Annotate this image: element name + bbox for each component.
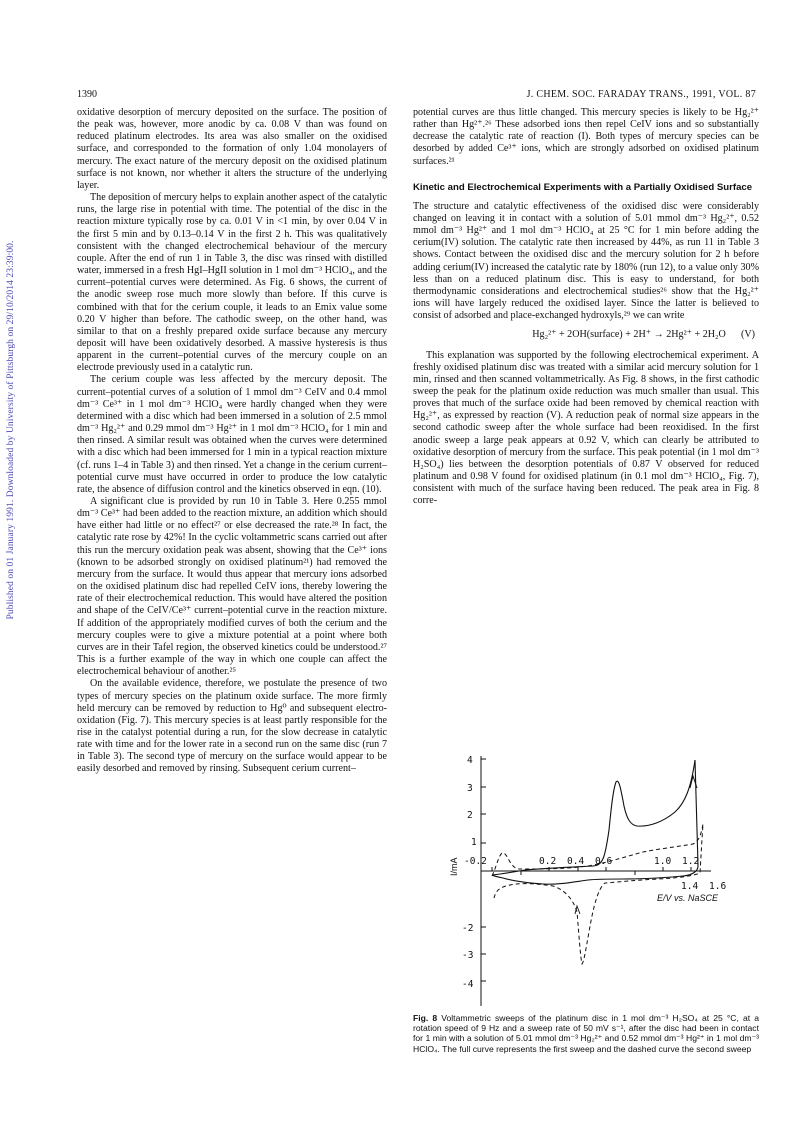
x-tick-label: 0.2: [539, 856, 557, 867]
x-tick-label: 0.4: [567, 856, 585, 867]
paragraph: oxidative desorption of mercury deposited on the surface. The position of the peak was, however, more anodic by ca. 0.08 V than was found on reduced platinum electrodes. Its area was also smaller on the oxidised surface, and corresponded to the formation of only 1.04 monolayers of mercury. The exact nature of the mercury deposit on the oxidised platinum surface is not known, nor whether it alters the structure of the underlying layer.: [77, 107, 387, 191]
figure-caption: [413, 1013, 759, 1054]
figure-8: [413, 748, 759, 1010]
paragraph: The structure and catalytic effectiveness of the oxidised disc were considerably changed on leaving it in contact with a solution of 5.01 mmol dm⁻³ Hg₂²⁺, 0.52 mmol dm⁻³ Hg²⁺ and 1 mol dm⁻³ HClO₄ at 25 °C for 1 min before adding the cerium(IV) solution. The catalytic rate then increased by 44%, as run 11 in Table 3 shows. Contact between the oxidised disc and the mercury solution for 2 h before adding cerium(IV) increased the catalytic rate by 180% (run 12), to a value only 30% less than on a reduced platinum disc. This is easy to understand, for both thermodynamic considerations and electrochemical studies²⁶ show that the Hg₂²⁺ ions will have largely reduced the oxidised layer. Since the latter is believed to consist of adsorbed and place-exchanged hydroxyls,²⁹ we can write: [413, 200, 759, 322]
x-tick-label: 0.6: [595, 856, 613, 867]
download-watermark: [0, 170, 22, 690]
caption-text: Voltammetric sweeps of the platinum disc in 1 mol dm⁻³ H₂SO₄ at 25 °C, at a rotation speed of 9 Hz and a sweep rate of 50 mV s⁻¹, after the disc had been in contact for 1 min with a solution of 5.01 mmol dm⁻³ Hg₂²⁺ and 0.52 mmol dm⁻³ Hg²⁺ in 1 mol dm⁻³ HClO₄. The full curve represents the first sweep and the dashed curve the second sweep: [413, 1013, 759, 1054]
y-tick-marks: [481, 759, 486, 981]
paragraph: The cerium couple was less affected by the mercury deposit. The current–potential curves of a solution of 1 mmol dm⁻³ CeIV and 0.4 mmol dm⁻³ Ce³⁺ in 1 mol dm⁻³ HClO₄ were hardly changed when they were determined with a disc which had been immersed in a solution of 2.5 mmol dm⁻³ Hg₂²⁺ and 0.29 mmol dm⁻³ Hg²⁺ in 1 mol dm⁻³ HClO₄ for 1 min and then rinsed. A similar result was obtained when the curves were determined with a disc which had been immersed for 1 min in a typical reaction mixture (cf. runs 1–4 in Table 3) and then rinsed. Yet a change in the cerium current–potential curve must have occurred in order to produce the low catalytic rate, the absence of diffusion control and the kinetics observed in eqn. (10).: [77, 374, 387, 495]
paragraph: This explanation was supported by the following electrochemical experiment. A freshly oxidised platinum disc was treated with a similar acid mercury solution for 1 min, rinsed and then scanned voltammetrically. As Fig. 8 shows, in the first cathodic sweep the peak for the platinum oxide reduction was much smaller than usual. This proves that much of the surface oxide had been removed by chemical reaction with Hg₂²⁺, as expressed by reaction (V). A reduction peak of normal size appears in the second cathodic sweep after the whole surface had been reoxidised. In the first anodic sweep a large peak appears at 0.92 V, which can clearly be attributed to oxidative desorption of mercury from the surface. This peak potential (in 1 mol dm⁻³ H₂SO₄) lies between the desorption potentials of 0.87 V observed for reduced platinum and 0.98 V found for oxidised platinum (in 0.1 mol dm⁻³ HClO₄, Fig. 7), consistent with much of the surface having been reduced. The peak area in Fig. 8 corre-: [413, 349, 759, 507]
section-heading: Kinetic and Electrochemical Experiments with a Partially Oxidised Surface: [413, 181, 753, 193]
y-tick-label: -3: [462, 950, 474, 961]
x-tick-label: 1.6: [709, 881, 727, 892]
x-tick-label: -0.2: [464, 856, 487, 867]
y-tick-label: -4: [462, 979, 474, 990]
y-tick-label: 1: [471, 837, 477, 848]
left-column: [77, 107, 387, 776]
running-head: J. CHEM. SOC. FARADAY TRANS., 1991, VOL. 87: [526, 89, 756, 100]
equation-number: (V): [740, 329, 755, 341]
page-number: 1390: [77, 89, 97, 100]
x-tick-label: 1.2: [682, 856, 700, 867]
x-tick-label: 1.0: [654, 856, 672, 867]
paragraph: On the available evidence, therefore, we postulate the presence of two types of mercury species on the platinum oxide surface. The more firmly held mercury can be removed by reduction to Hg⁰ and subsequent electro-oxidation (Fig. 7). This mercury species is at least partly responsible for the rise in the catalyst potential during a run, for the slow decrease in catalytic rate with time and for the lower rate in a second run on the same disc (run 7 in Table 3). The second type of mercury on the surface would appear to be easily desorbed and removed by rinsing. Subsequent cerium current–: [77, 678, 387, 775]
paragraph: potential curves are thus little changed. This mercury species is likely to be Hg₂²⁺ rather than Hg²⁺.²⁶ These adsorbed ions then repel CeIV ions and so substantially decrease the catalytic rate of reaction (I). Both types of mercury species can be desorbed by added Ce³⁺ ions, which are strongly adsorbed on oxidised platinum surfaces.²¹: [413, 107, 759, 167]
equation-text: Hg₂²⁺ + 2OH(surface) + 2H⁺ → 2Hg²⁺ + 2H₂O: [532, 329, 726, 341]
y-tick-label: 4: [467, 755, 473, 766]
paragraph: A significant clue is provided by run 10 in Table 3. Here 0.255 mmol dm⁻³ Ce³⁺ had been added to the reaction mixture, an addition which should have either had little or no effect²⁷ or else decreased the rate.²⁸ In fact, the catalytic rate rose by 42%! In the cyclic voltammetric scans carried out after this run the mercury oxidation peak was absent, showing that the Ce³⁺ ions (known to be adsorbed strongly on oxidised platinum²¹) had removed the mercury from the surface. It would thus appear that mercury ions adsorbed on the oxidised platinum disc had repelled CeIV ions, thereby lowering the rate of their electrochemical reduction. This would have altered the position and shape of the CeIV/Ce³⁺ current–potential curve in the reaction mixture. If addition of the appropriately modified curves of both the cerium and the mercury couples were to give a mixture potential at a point where both curves are in their Tafel region, the observed kinetics could be understood.²⁷ This is a further example of the way in which one couple can affect the electrochemical behaviour of another.²⁵: [77, 496, 387, 678]
y-tick-label: 3: [467, 783, 473, 794]
sweep-direction-arrow: [575, 906, 580, 914]
y-axis-label: I/mA: [449, 857, 459, 876]
watermark-text: Published on 01 January 1991. Downloaded by University of Pittsburgh on 29/10/2014 23:39:00.: [6, 240, 16, 620]
voltammogram-plot: [413, 748, 759, 1010]
equation-v: [413, 329, 759, 341]
x-tick-label: 1.4: [681, 881, 699, 892]
y-tick-label: 2: [467, 810, 473, 821]
paragraph: The deposition of mercury helps to explain another aspect of the catalytic runs, the large rise in potential with time. The potential of the disc in the reaction mixture typically rose by ca. 0.01 V in <1 min, by over 0.04 V in the first 5 min and by 0.13–0.14 V in the first 2 h. This was qualitatively consistent with the changed electrochemical behaviour of the mercury couple. After the end of run 1 in Table 3, the disc was rinsed with distilled water, immersed in a fresh HgI–HgII solution in 1 mol dm⁻³ HClO₄, and the current–potential curves were determined. As Fig. 6 shows, the current of the anodic sweep rose much more slowly than before. If this curve is combined with that for the cerium couple, it leads to an Emix value some 0.20 V higher than before. The cathodic sweep, on the other hand, was similar to that on a freshly prepared oxide surface because any mercury deposit will have been oxidatively desorbed. A massive hysteresis is thus apparent in the current–potential curves of the mercury couple on an electrode previously used in a catalytic run.: [77, 192, 387, 374]
x-axis-label: E/V vs. NaSCE: [657, 893, 719, 903]
caption-label: Fig. 8: [413, 1013, 438, 1023]
right-column: [413, 107, 759, 508]
y-tick-label: -2: [462, 923, 474, 934]
